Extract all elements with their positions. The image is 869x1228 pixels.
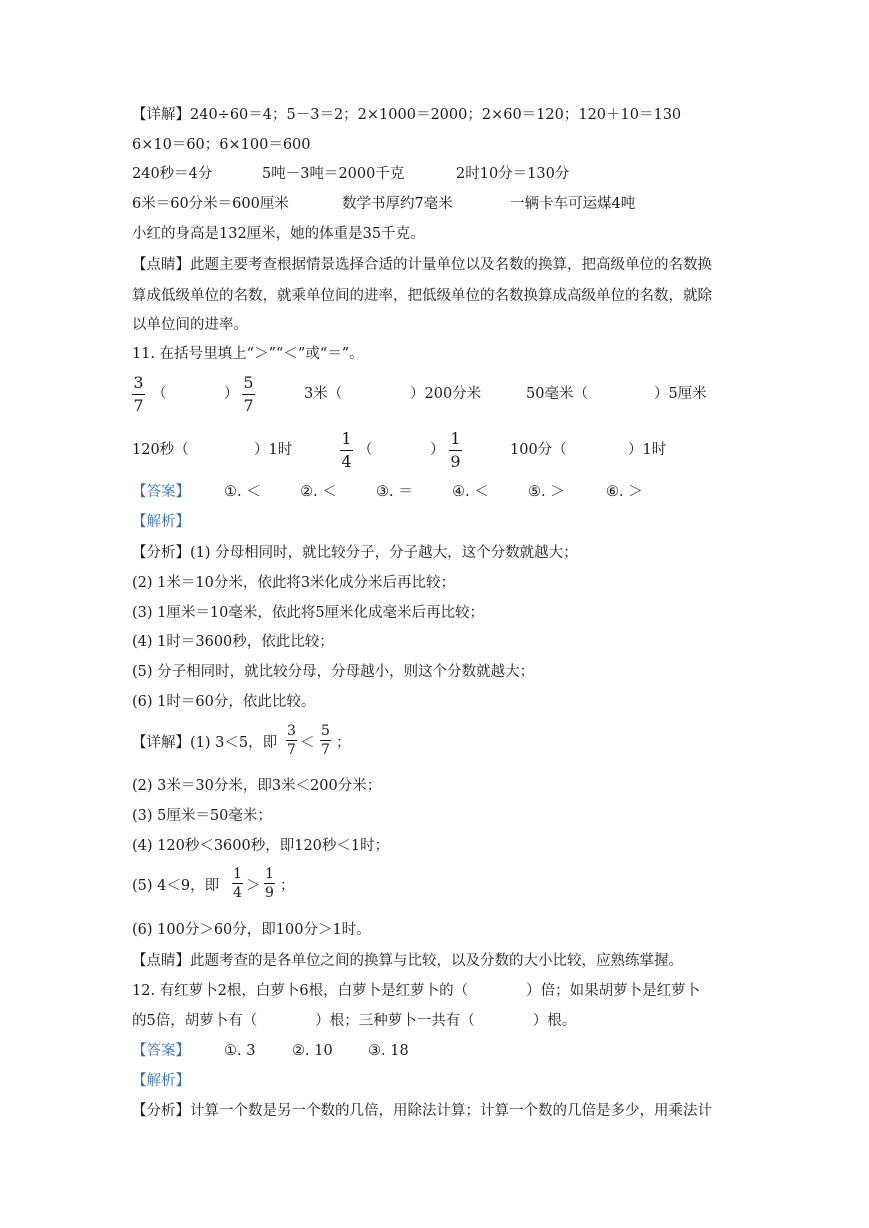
- fraction-one-ninth: [449, 430, 462, 471]
- fraction-denominator: 9: [265, 885, 274, 901]
- analysis-line-6: (6) 1时＝60分，依此比较。: [132, 694, 316, 710]
- answer-paren-close: ）: [224, 386, 239, 402]
- greater-than-sign: ＞: [246, 878, 261, 894]
- fraction-denominator: 7: [243, 396, 254, 415]
- fraction-denominator: 4: [341, 452, 352, 471]
- detail-11-line-6: (6) 100分＞60分，即100分＞1时。: [132, 922, 371, 938]
- answer-paren-close: ）: [430, 442, 445, 458]
- analysis-line-5: (5) 分子相同时，就比较分母，分母越小，则这个分数就越大；: [132, 664, 535, 680]
- answer-item-6: ⑥. ＞: [606, 484, 643, 500]
- answer-item-1: ①. ＜: [224, 484, 261, 500]
- question-12-line-1: 12. 有红萝卜2根，白萝卜6根，白萝卜是红萝卜的（ ）倍；如果胡萝卜是红萝卜: [132, 983, 701, 999]
- detail-11-line-4: (4) 120秒＜3600秒，即120秒＜1时；: [132, 838, 390, 854]
- book-thickness: 数学书厚约7毫米: [342, 196, 453, 212]
- fraction-five-sevenths: [320, 723, 331, 758]
- detail-11-line-2: (2) 3米＝30分米，即3米＜200分米；: [132, 778, 382, 794]
- fraction-bar: [286, 740, 297, 741]
- fraction-five-sevenths: [242, 374, 255, 415]
- fraction-numerator: 5: [321, 723, 330, 739]
- answer-label: 【答案】: [132, 484, 190, 500]
- less-than-sign: ＜: [300, 735, 315, 751]
- conversion-seconds: 240秒＝4分: [132, 166, 213, 182]
- fraction-numerator: 1: [233, 866, 242, 882]
- height-weight-line: 小红的身高是132厘米，她的体重是35千克。: [132, 226, 425, 242]
- analysis-line-2: (2) 1米＝10分米，依此将3米化成分米后再比较；: [132, 575, 456, 591]
- answer-item-3: ③. 18: [368, 1043, 409, 1059]
- fraction-one-quarter: [232, 866, 243, 901]
- question-11-title: 11. 在括号里填上“＞”“＜”或“＝”。: [132, 346, 364, 362]
- fraction-bar: [132, 394, 145, 395]
- fraction-numerator: 5: [243, 373, 254, 392]
- fraction-bar: [320, 740, 331, 741]
- detail-11-line-1: 【详解】(1) 3＜5，即: [132, 735, 278, 751]
- conversion-meters: 6米＝60分米＝600厘米: [132, 196, 289, 212]
- fraction-bar: [232, 883, 243, 884]
- answer-label: 【答案】: [132, 1043, 190, 1059]
- fraction-numerator: 3: [287, 723, 296, 739]
- answer-item-2: ②. ＜: [300, 484, 337, 500]
- fraction-numerator: 1: [450, 429, 461, 448]
- question-12-line-2: 的5倍，胡萝卜有（ ）根；三种萝卜一共有（ ）根。: [132, 1013, 577, 1029]
- fraction-denominator: 7: [287, 742, 296, 758]
- detail-11-line-3: (3) 5厘米＝50毫米；: [132, 808, 272, 824]
- analysis-label: 【解析】: [132, 1073, 190, 1089]
- analysis-label: 【解析】: [132, 514, 190, 530]
- compare-mm-left: 50毫米（: [526, 386, 588, 402]
- semicolon: ；: [336, 735, 351, 751]
- compare-meters-left: 3米（: [304, 386, 343, 402]
- answer-item-3: ③. ＝: [376, 484, 413, 500]
- semicolon: ；: [280, 878, 295, 894]
- fraction-denominator: 7: [321, 742, 330, 758]
- analysis-12-line-1: 【分析】计算一个数是另一个数的几倍，用除法计算；计算一个数的几倍是多少，用乘法计: [132, 1103, 712, 1119]
- fraction-denominator: 4: [233, 885, 242, 901]
- detail-11-line-5: (5) 4＜9，即: [132, 878, 220, 894]
- compare-mm-right: ）5厘米: [654, 386, 707, 402]
- answer-item-4: ④. ＜: [452, 484, 489, 500]
- comment-line-1: 【点睛】此题主要考查根据情景选择合适的计量单位以及名数的换算，把高级单位的名数换: [132, 257, 712, 273]
- answer-item-1: ①. 3: [224, 1043, 256, 1059]
- fraction-denominator: 7: [133, 396, 144, 415]
- analysis-line-3: (3) 1厘米＝10毫米，依此将5厘米化成毫米后再比较；: [132, 605, 485, 621]
- fraction-numerator: 1: [341, 429, 352, 448]
- answer-paren-open: （: [358, 442, 373, 458]
- compare-seconds-right: ）1时: [254, 442, 293, 458]
- fraction-numerator: 3: [133, 373, 144, 392]
- fraction-bar: [264, 883, 275, 884]
- compare-minutes-right: ）1时: [628, 442, 667, 458]
- fraction-one-ninth: [264, 866, 275, 901]
- answer-item-2: ②. 10: [292, 1043, 333, 1059]
- detail-line-1: 【详解】240÷60＝4；5－3＝2；2×1000＝2000；2×60＝120；120＋10＝130: [132, 107, 682, 123]
- compare-minutes-left: 100分（: [510, 442, 567, 458]
- fraction-one-quarter: [340, 430, 353, 471]
- fraction-three-sevenths: [286, 723, 297, 758]
- comment-11: 【点睛】此题考查的是各单位之间的换算与比较，以及分数的大小比较，应熟练掌握。: [132, 953, 683, 969]
- comment-line-3: 以单位间的进率。: [132, 317, 248, 333]
- analysis-line-4: (4) 1时＝3600秒，依此比较；: [132, 634, 334, 650]
- truck-load: 一辆卡车可运煤4吨: [510, 196, 636, 212]
- fraction-three-sevenths: [132, 374, 145, 415]
- fraction-numerator: 1: [265, 866, 274, 882]
- conversion-hours: 2时10分＝130分: [456, 166, 570, 182]
- fraction-denominator: 9: [450, 452, 461, 471]
- compare-meters-right: ）200分米: [410, 386, 482, 402]
- conversion-tons: 5吨－3吨＝2000千克: [262, 166, 405, 182]
- fraction-bar: [242, 394, 255, 395]
- detail-line-2: 6×10＝60；6×100＝600: [132, 137, 311, 153]
- fraction-bar: [340, 450, 353, 451]
- comment-line-2: 算成低级单位的名数，就乘单位间的进率，把低级单位的名数换算成高级单位的名数，就除: [132, 288, 712, 304]
- fraction-bar: [449, 450, 462, 451]
- compare-seconds-left: 120秒（: [132, 442, 189, 458]
- analysis-line-1: 【分析】(1) 分母相同时，就比较分子，分子越大，这个分数就越大；: [132, 545, 578, 561]
- answer-item-5: ⑤. ＞: [528, 484, 565, 500]
- answer-paren-open: （: [152, 386, 167, 402]
